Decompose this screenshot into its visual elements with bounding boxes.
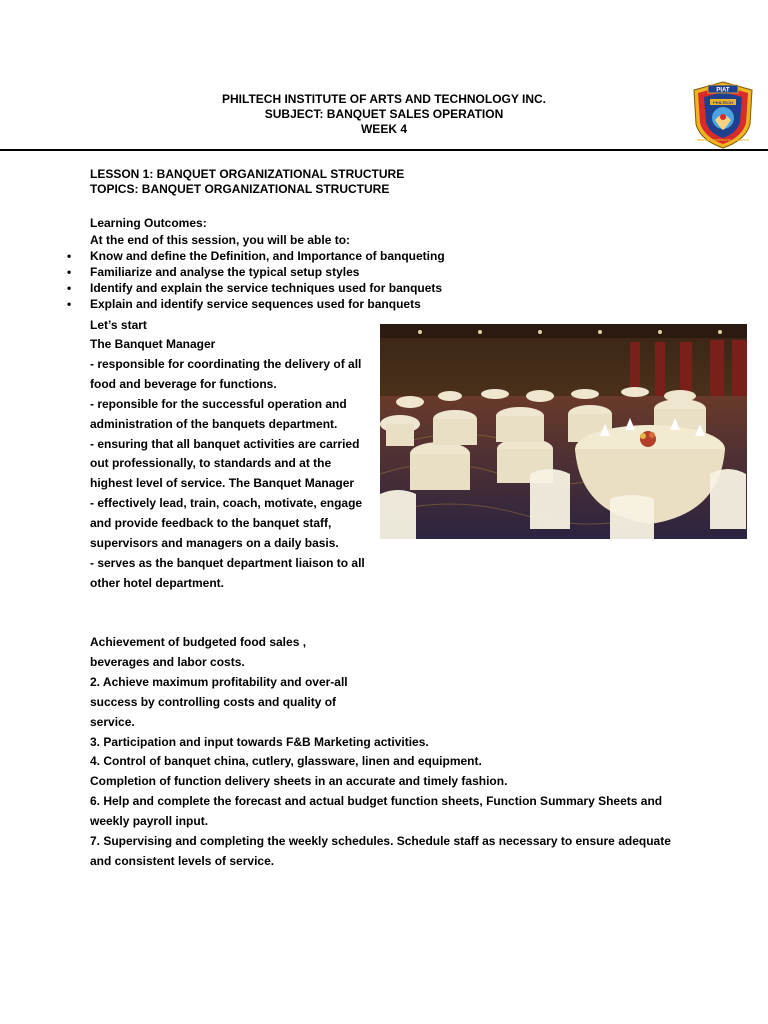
duty-item: 2. Achieve maximum profitability and over-all success by controlling costs and quality of service. bbox=[90, 674, 348, 729]
bullet-icon: • bbox=[67, 265, 72, 279]
manager-paragraph: - responsible for coordinating the delivery of all food and beverage for functions. bbox=[90, 356, 362, 391]
duty-item: Achievement of budgeted food sales , beverages and labor costs. bbox=[90, 635, 307, 669]
bullet-icon: • bbox=[67, 297, 72, 311]
lets-start-heading: Let’s start bbox=[90, 318, 147, 332]
lesson-block bbox=[90, 167, 690, 197]
svg-text:PHILTECH: PHILTECH bbox=[713, 100, 733, 105]
document-header bbox=[0, 92, 768, 137]
manager-paragraph: - reponsible for the successful operation and administration of the banquets department. bbox=[90, 396, 347, 431]
duty-item: 6. Help and complete the forecast and actual budget function sheets, Function Summary Sheets and weekly payroll input. bbox=[90, 794, 663, 829]
banquet-hall-photo bbox=[380, 324, 747, 539]
list-item: • Familiarize and analyse the typical setup styles bbox=[67, 265, 360, 279]
banquet-manager-section bbox=[90, 335, 370, 594]
learning-outcomes bbox=[67, 216, 690, 312]
institute-name: PHILTECH INSTITUTE OF ARTS AND TECHNOLOGY INC. bbox=[222, 92, 546, 106]
list-item: • Identify and explain the service techniques used for banquets bbox=[67, 281, 443, 295]
manager-paragraph: - effectively lead, train, coach, motivate, engage and provide feedback to the banquet staff, supervisors and managers on a daily basis. bbox=[90, 496, 363, 551]
outcomes-title: Learning Outcomes: bbox=[90, 216, 207, 230]
outcomes-list bbox=[67, 248, 690, 312]
duty-item: 3. Participation and input towards F&B Marketing activities. bbox=[90, 734, 429, 749]
bullet-icon: • bbox=[67, 249, 72, 263]
list-item: • Explain and identify service sequences used for banquets bbox=[67, 297, 421, 311]
duty-item: 7. Supervising and completing the weekly schedules. Schedule staff as necessary to ensure adequate and consistent levels of service. bbox=[90, 834, 671, 868]
lesson-topics: TOPICS: BANQUET ORGANIZATIONAL STRUCTURE bbox=[90, 182, 390, 196]
duty-item: Completion of function delivery sheets in an accurate and timely fashion. bbox=[90, 774, 508, 789]
duties-section bbox=[90, 633, 690, 872]
bullet-icon: • bbox=[67, 281, 72, 295]
lesson-title: LESSON 1: BANQUET ORGANIZATIONAL STRUCTURE bbox=[90, 167, 405, 181]
list-item: • Know and define the Definition, and Importance of banqueting bbox=[67, 249, 445, 263]
piat-logo bbox=[690, 80, 756, 150]
outcomes-intro: At the end of this session, you will be able to: bbox=[90, 233, 351, 247]
svg-text:PERFIDE . ADSPIRATIO . REBILIT: PERFIDE . ADSPIRATIO . REBILITAS bbox=[697, 138, 749, 142]
subject-line: SUBJECT: BANQUET SALES OPERATION bbox=[264, 107, 504, 121]
svg-text:PIAT: PIAT bbox=[716, 87, 730, 94]
manager-paragraph: - ensuring that all banquet activities are carried out professionally, to standards and at the highest level of service. The Banquet Manager bbox=[90, 436, 360, 491]
manager-paragraph: - serves as the banquet department liaison to all other hotel department. bbox=[90, 555, 365, 590]
duty-item: 4. Control of banquet china, cutlery, glassware, linen and equipment. bbox=[90, 754, 482, 769]
manager-title: The Banquet Manager bbox=[90, 337, 216, 351]
header-rule bbox=[0, 149, 768, 151]
week-line: WEEK 4 bbox=[360, 122, 407, 136]
